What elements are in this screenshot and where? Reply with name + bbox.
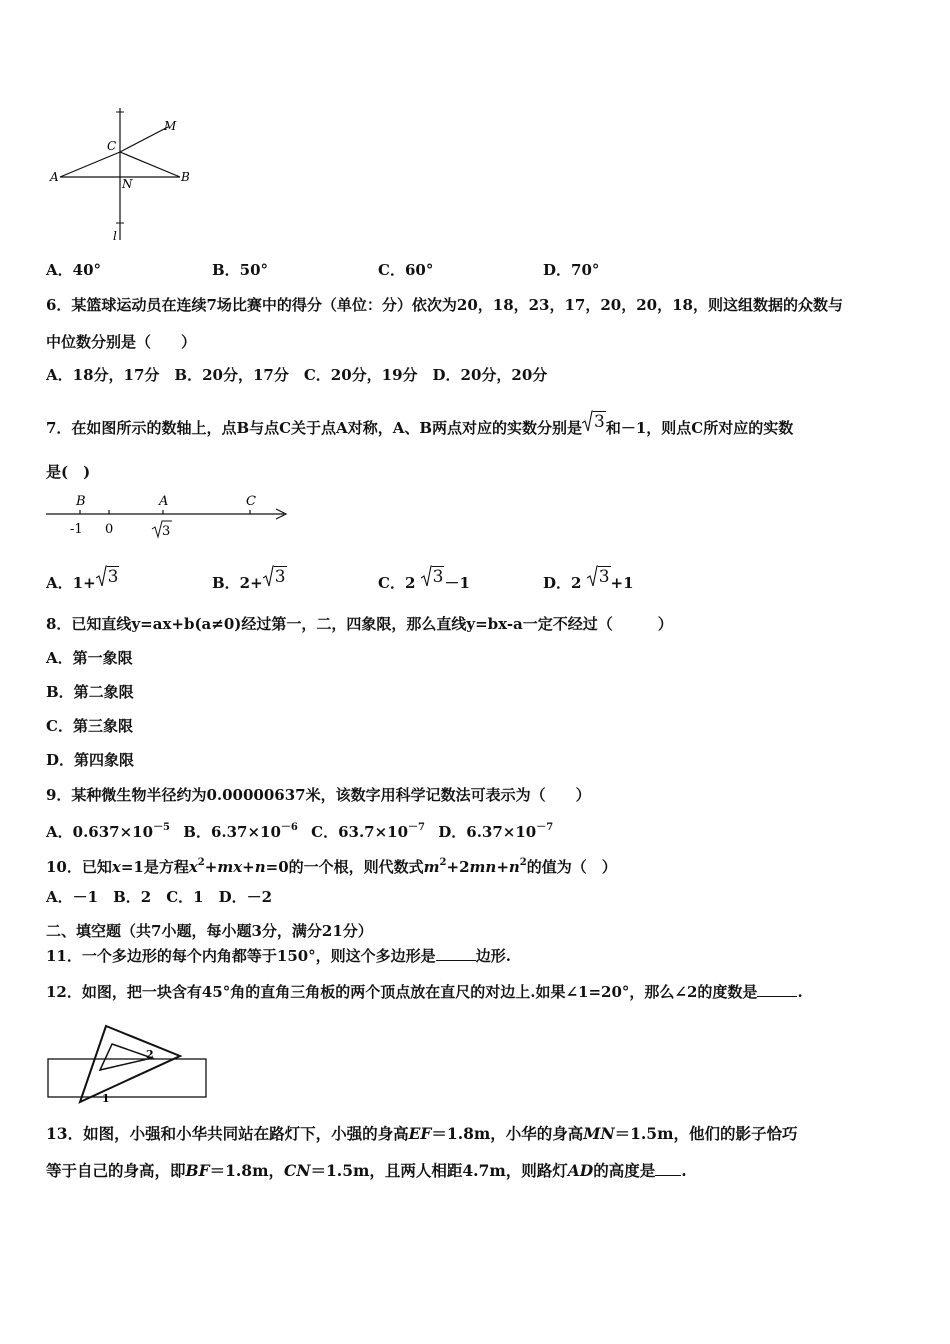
q7-option-b[interactable]: B．2+ 3 bbox=[212, 567, 286, 592]
tick-minus-1: -1 bbox=[70, 522, 83, 537]
q7-stem-line1 bbox=[46, 412, 793, 438]
q7-text-b: 和－1，则点C所对应的实数 bbox=[605, 419, 794, 437]
q6-stem-line1: 6．某篮球运动员在连续7场比赛中的得分（单位：分）依次为20，18，23，17，20，20，18，则这组数据的众数与 bbox=[46, 296, 843, 314]
q9-option-a[interactable]: A．$0.637\times 10^{-5}$ bbox=[46, 822, 171, 841]
label-l: l bbox=[113, 229, 117, 243]
q5-option-d[interactable]: D．70° bbox=[543, 261, 600, 279]
q7-stem-line2: 是( ) bbox=[46, 463, 91, 481]
q7-text-a: 7．在如图所示的数轴上，点B与点C关于点A对称，A、B两点对应的实数分别是 bbox=[46, 419, 583, 437]
q8-option-c[interactable]: C．第三象限 bbox=[46, 717, 133, 735]
q5-option-b[interactable]: B．50° bbox=[212, 261, 269, 279]
angle-label-2: 2 bbox=[146, 1048, 154, 1061]
axis-label-a: A bbox=[159, 494, 169, 509]
q7-option-a[interactable]: A．1+ 3 bbox=[46, 567, 119, 592]
angle-label-1: 1 bbox=[102, 1092, 110, 1105]
section-title: 二、填空题（共7小题，每小题3分，满分21分） bbox=[46, 922, 373, 940]
q9-stem: 9．某种微生物半径约为0.00000637米，该数字用科学记数法可表示为（ ） bbox=[46, 786, 591, 804]
tick-sqrt3: 3 bbox=[162, 524, 171, 539]
q12-stem: 12．如图，把一块含有45°角的直角三角板的两个顶点放在直尺的对边上.如果∠1=20°，那么∠2的度数是 . bbox=[46, 983, 803, 1001]
q9-option-c[interactable]: C．$63.7\times 10^{-7}$ bbox=[311, 822, 426, 841]
q9-options bbox=[46, 818, 553, 842]
q10-options[interactable]: A．－1 B．2 C．1 D．－2 bbox=[46, 888, 273, 906]
q7-number-line bbox=[40, 488, 300, 548]
label-n: N bbox=[122, 177, 133, 191]
label-m: M bbox=[164, 119, 177, 133]
q5-option-a[interactable]: A．40° bbox=[46, 261, 102, 279]
q8-stem: 8．已知直线y=ax+b(a≠0)经过第一，二，四象限，那么直线y=bx-a一定不经过（ ） bbox=[46, 615, 673, 633]
q7-option-d[interactable]: D．2 3+1 bbox=[543, 567, 634, 592]
q8-option-d[interactable]: D．第四象限 bbox=[46, 751, 135, 769]
sqrt3-symbol: 3 bbox=[587, 567, 611, 587]
q5-figure bbox=[40, 100, 210, 250]
q9-option-d[interactable]: D．$6.37\times 10^{-7}$ bbox=[438, 822, 554, 841]
axis-label-c: C bbox=[246, 494, 256, 509]
q13-stem-line1: 13．如图，小强和小华共同站在路灯下，小强的身高EF＝1.8m，小华的身高MN＝1.5m，他们的影子恰巧 bbox=[46, 1124, 798, 1143]
q11-stem: 11．一个多边形的每个内角都等于150°，则这个多边形是 边形. bbox=[46, 947, 511, 965]
label-c: C bbox=[107, 139, 117, 153]
sqrt3-symbol: 3 bbox=[421, 567, 445, 587]
q6-stem-line2: 中位数分别是（ ） bbox=[46, 333, 197, 351]
q8-option-b[interactable]: B．第二象限 bbox=[46, 683, 134, 701]
q8-option-a[interactable]: A．第一象限 bbox=[46, 649, 133, 667]
q6-options[interactable]: A．18分，17分 B．20分，17分 C．20分，19分 D．20分，20分 bbox=[46, 366, 548, 384]
sqrt3-symbol: 3 bbox=[263, 567, 287, 587]
tick-0: 0 bbox=[105, 522, 114, 537]
q7-option-c[interactable]: C．2 3－1 bbox=[378, 567, 470, 592]
q12-figure bbox=[40, 1018, 220, 1108]
axis-label-b: B bbox=[76, 494, 86, 509]
q10-stem: 10．已知x=1是方程$x^2+mx+n=0$的一个根，则代数式$m^2+2mn+n^2$的值为（ ） bbox=[46, 857, 617, 876]
label-a: A bbox=[50, 170, 59, 184]
label-b: B bbox=[181, 170, 190, 184]
sqrt3-symbol: 3 bbox=[96, 567, 120, 587]
q9-option-b[interactable]: B．$6.37\times 10^{-6}$ bbox=[183, 822, 298, 841]
sqrt3-symbol: 3 bbox=[582, 412, 606, 432]
q13-stem-line2: 等于自己的身高，即BF＝1.8m，CN＝1.5m，且两人相距4.7m，则路灯AD的高度是 . bbox=[46, 1161, 687, 1180]
q5-option-c[interactable]: C．60° bbox=[378, 261, 434, 279]
